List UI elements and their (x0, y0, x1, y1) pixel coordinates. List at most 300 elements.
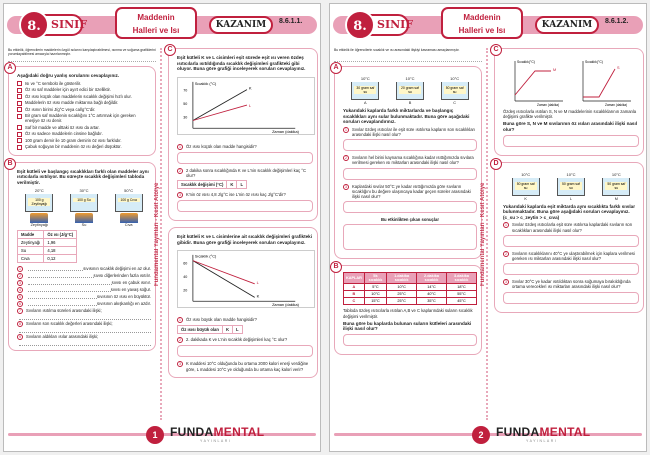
table-row (18, 247, 77, 255)
beaker-temperature: 20°C (34, 188, 44, 194)
fill-text: sıvısı en çabuk ısınır. (111, 280, 151, 286)
section-badge: C (164, 44, 176, 56)
brand-subtitle: YAYINLARI (200, 439, 232, 443)
series-k-line (193, 89, 247, 120)
question-text: Kaplardaki sıvılar 50°C ye kadar ısıttığımızda göre sıvıların sıcaklığını bu değere ulaşıncaya kadar geçen süreler arasındaki ilişki nasıl olur? (352, 183, 471, 199)
grade-badge (353, 14, 414, 36)
beaker-vessel (512, 178, 540, 196)
y-tick: 20 (183, 288, 188, 293)
fill-text: sıvısı diğerlerinden fazla ısıtılır. (93, 273, 151, 279)
beaker-vessel (70, 194, 98, 212)
section-badge: B (330, 261, 342, 273)
right-column (494, 48, 644, 319)
true-false-item (17, 113, 151, 123)
number-marker: 2 (17, 273, 23, 279)
question-item (177, 192, 313, 198)
beaker (509, 172, 543, 201)
number-marker: 1 (17, 266, 23, 272)
section-question: Aşağıdaki doğru yanlış sorularını cevaplayınız. (17, 73, 120, 78)
table-header: 1.dakika sıcaklık (387, 273, 417, 284)
beaker-label: 50 gram saf su (515, 182, 537, 190)
heating-setup (17, 188, 151, 227)
beaker-temperature: 10°C (566, 171, 576, 177)
temperature-time-graph-2 (177, 250, 315, 308)
brand-part-1: FUNDA (170, 425, 214, 439)
kazanim-label: KAZANIM (535, 16, 599, 34)
fill-text: sıvısının sıcaklık değişimi en az olur. (83, 266, 151, 272)
answer-checkbox[interactable] (17, 81, 22, 86)
burner-icon (30, 213, 48, 223)
question-item (177, 317, 313, 323)
true-false-item (17, 81, 151, 87)
table-header: K (227, 181, 237, 189)
grade-word: SINIF (377, 18, 414, 31)
brand-logo (170, 425, 264, 439)
beaker-vessel (557, 178, 585, 196)
statement-text: Öz ısı saf maddeler için ayırt edici bir özelliktir. (25, 87, 111, 93)
number-marker: 3 (177, 192, 183, 198)
beaker (599, 172, 633, 201)
intro-text: Bu etkinlik, öğrencilerin maddelerin özgül ısılarını karşılaştırabilmesi, ısınma ve soğuma grafiklerini yorumlayabilmesi amacıyla hazırlanmıştır. (8, 48, 156, 62)
number-marker: 3 (177, 361, 183, 367)
grade-word: SINIF (51, 18, 88, 31)
table-row (18, 255, 77, 263)
beaker-label: 50 gram saf su (605, 182, 627, 190)
question-item (177, 361, 313, 371)
mini-table (177, 325, 243, 334)
y-axis-label: Sıcaklık (°C) (194, 255, 217, 260)
question-item (343, 155, 477, 165)
true-false-item (17, 100, 151, 106)
beaker-name: M (614, 196, 618, 201)
grade-number: 8. (345, 10, 375, 40)
table-cell: B (344, 291, 365, 298)
beaker-temperature: 10°C (450, 76, 460, 81)
fill-item (17, 273, 151, 279)
blank-line[interactable] (28, 301, 97, 306)
beaker (67, 188, 101, 227)
beaker-name: L (569, 196, 573, 201)
beaker-vessel (602, 178, 630, 196)
answer-checkbox[interactable] (17, 132, 22, 137)
table-header: Sıcaklık değişimi (°C) (178, 181, 227, 189)
table-header: Öz ısı (J/g°C) (44, 231, 77, 239)
compare-item (17, 321, 151, 327)
number-marker: 1 (177, 317, 183, 323)
section-question: Yukarıdaki kaplarda eşit miktarda aynı sıcaklıkta farklı sıvılar bulunmaktadır. Buna göre aşağıdaki soruları cevaplayınız. (c_su > c_zeytin > c_cıva) (503, 203, 636, 220)
beaker-vessel (115, 194, 143, 212)
temperature-time-graph (177, 77, 315, 135)
answer-box[interactable] (343, 201, 477, 213)
table-cell: 4,18 (44, 247, 77, 255)
section-badge: C (490, 44, 502, 56)
question-item (343, 127, 477, 137)
series-l-line (193, 261, 255, 284)
true-false-item (17, 125, 151, 131)
statement-text: Öz ısının birimi J/g°C veya cal/g°C'dir. (25, 106, 96, 112)
blank-line[interactable] (19, 341, 151, 346)
section-a (8, 66, 156, 156)
beaker-name: Su (81, 223, 87, 228)
answer-box[interactable] (503, 235, 639, 247)
series-l-line (193, 105, 247, 120)
table-cell: 55°C (447, 291, 477, 298)
table-cell: A (344, 284, 365, 291)
blank-line[interactable] (28, 273, 94, 278)
answer-box[interactable] (503, 135, 639, 147)
specific-heat-table (17, 230, 77, 263)
watermark: Fundamental Yayınları - Kesit Atölye (154, 182, 160, 286)
question-text: 2 dakika sonra sıcaklığında K ve L'nin sıcaklık değişimleri kaç °C olur? (186, 167, 307, 178)
section-question: Eşit kütleli K ve L cisimlerine ait sıcaklık değişimleri grafikteki gibidir. Buna göre grafiği inceleyerek soruları cevaplayınız. (177, 234, 312, 245)
number-marker: 1 (343, 127, 349, 133)
graph-right (575, 57, 635, 107)
statement-text: Isı ve °C sembolü ile gösterilir. (25, 80, 82, 86)
section-question: Eşit kütleli ve başlangıç sıcaklıkları farklı olan maddeler aynı ısıtıcılarla ısıtılıyor. Bu süreçte sıcaklık değişimleri tabloda verilmiştir. (17, 168, 149, 185)
blank-line[interactable] (28, 266, 83, 271)
section-question: Yukarıdaki kaplarda farklı miktarlarda ve başlangıç sıcaklıkları aynı sular bulunmaktadır. Buna göre aşağıdaki soruları cevaplandırınız. (343, 108, 470, 125)
true-false-item (17, 107, 151, 113)
table-row (344, 298, 477, 305)
compare-item (17, 308, 151, 314)
section-question: Buna göre S, N ve M sıvılarının öz ısıları arasındaki ilişki nasıl olur? (503, 121, 638, 132)
beaker (112, 188, 146, 227)
table-cell: 25°C (387, 298, 417, 305)
answer-box[interactable] (177, 152, 313, 164)
question-item (343, 184, 477, 200)
beaker-row (343, 76, 477, 105)
question-text: K maddesi 10°C olduğunda bu ortama 2000 kalori enerji verdiğine göre, L maddesi 10°C ye olduğunda bu ortama kaç kalori verir? (186, 361, 309, 372)
beaker-name: B (408, 101, 412, 105)
question-text: Sıvılar özdeş ısıtıcılarla eşit süre ısıtılırsa kaplardaki sıvıların son sıcaklıkları arasındaki ilişki nasıl olur? (512, 222, 633, 233)
section-d (493, 159, 644, 313)
number-marker: 3 (17, 280, 23, 286)
answer-box[interactable] (177, 200, 313, 212)
beaker-temperature: 10°C (521, 171, 531, 177)
results-title: Bu etkinlikten çıkan sonuçlar (381, 217, 439, 223)
beaker-label: 30 gram saf su (354, 86, 376, 94)
beaker-row (503, 172, 639, 201)
fill-text: sıvısının öz ısısı en büyüktür. (97, 294, 151, 300)
table-cell: 14°C (417, 284, 447, 291)
answer-checkbox[interactable] (17, 125, 22, 130)
beaker-temperature: 30°C (79, 188, 89, 194)
worksheet-page-1 (3, 3, 321, 452)
topic-line-1: Maddenin (463, 13, 501, 22)
table-cell: Zeytinyağı (18, 239, 44, 247)
series-label: M (553, 68, 557, 72)
blank-line[interactable] (28, 280, 112, 285)
question-item (177, 337, 313, 343)
answer-box[interactable] (503, 292, 639, 304)
blank-line[interactable] (28, 287, 111, 292)
temperature-table (343, 272, 477, 305)
table-header: KAPLAR (344, 273, 365, 284)
table-cell: 0,12 (44, 255, 77, 263)
section-text: Özdeş ısıtıcılarla ısıtılan S, N ve M maddelerinin sıcaklıklarının zamanla değişimi grafikte verilmiştir. (503, 109, 637, 120)
compare-text: Sıvıların ısıtılma süreleri arasındaki ilişki; (26, 308, 102, 314)
page-header (7, 6, 317, 40)
page-footer (4, 425, 320, 449)
question-text: Öz ısısı büyük olan madde hangisidir? (186, 317, 257, 323)
section-c (168, 48, 318, 221)
y-axis-label: Sıcaklık (°C) (194, 81, 217, 86)
answer-box[interactable] (177, 345, 313, 357)
true-false-item (17, 144, 151, 150)
table-cell: 15°C (364, 298, 386, 305)
section-badge: A (4, 62, 16, 74)
left-column (8, 48, 156, 357)
number-marker: 1 (177, 144, 183, 150)
number-marker: 7 (17, 308, 23, 314)
y-tick: 30 (183, 115, 188, 120)
page-header (333, 6, 643, 40)
statement-text: Saf bir madde ve alttaki öz ısısı da artar. (25, 124, 100, 130)
number-marker: 2 (177, 168, 183, 174)
question-text: 2. dakikada K ve L'nin sıcaklık değişimleri kaç °C olur? (186, 337, 288, 343)
question-text: K'nin öz ısısı 4,8 J/g°C ise L'nin öz ısısı kaç J/g°C'dir? (186, 192, 286, 198)
table-header: L (232, 326, 242, 334)
question-item (177, 144, 313, 150)
beaker-label: 50 gram saf su (560, 182, 582, 190)
compare-text: Sıvıların aldıkları ısılar arasındaki ilişki; (26, 334, 99, 340)
page-footer (330, 425, 646, 449)
answer-checkbox[interactable] (17, 107, 22, 112)
beaker-label: 50 gram saf su (444, 86, 466, 94)
series-label: K (256, 293, 260, 299)
table-cell: 10°C (387, 284, 417, 291)
y-tick: 50 (183, 101, 188, 106)
section-b (334, 265, 482, 355)
series-label: L (256, 280, 259, 286)
y-tick: 40 (183, 275, 188, 280)
series-label: S (617, 66, 620, 70)
table-cell: 40°C (417, 291, 447, 298)
beaker-temperature: 10°C (405, 76, 415, 81)
question-item (177, 168, 313, 178)
answer-checkbox[interactable] (17, 138, 22, 143)
series-k-line (193, 261, 255, 298)
right-column (168, 48, 318, 384)
section-badge: D (490, 158, 502, 170)
answer-checkbox[interactable] (17, 101, 22, 106)
number-marker: 3 (503, 279, 509, 285)
answer-box[interactable] (343, 168, 477, 180)
question-text: Sıvılar 30°C ye kadar ısıtıldıktan sonra soğumaya bırakıldığında ortama verecekleri ısı miktarları arasındaki ilişki nasıl olur? (512, 279, 631, 290)
number-marker: 2 (503, 251, 509, 257)
number-marker: 8 (17, 321, 23, 327)
table-cell: 45°C (447, 298, 477, 305)
kazanim-code: 8.6.1.1. (279, 18, 303, 25)
table-cell: C (344, 298, 365, 305)
mini-table (177, 180, 247, 189)
compare-text: Sıvıların son sıcaklık değerleri arasındaki ilişki; (26, 321, 113, 327)
blank-line[interactable] (19, 328, 151, 333)
brand-part-1: FUNDA (496, 425, 540, 439)
true-false-item (17, 94, 151, 100)
table-header: K (222, 326, 232, 334)
true-false-item (17, 138, 151, 144)
intro-text: Bu etkinlik ile öğrencilerin sıcaklık ve ısı arasındaki ilişkiyi kavraması amaçlanmıştır. (334, 48, 482, 62)
results-box[interactable] (343, 224, 477, 250)
number-marker: 3 (343, 184, 349, 190)
y-tick: 70 (183, 88, 188, 93)
answer-checkbox[interactable] (17, 88, 22, 93)
section-c2 (168, 227, 318, 378)
statement-text: Çabuk soğuyan bir maddenin öz ısı değeri düşüktür. (25, 144, 122, 149)
answer-checkbox[interactable] (17, 114, 22, 119)
table-header: 3.dakika sıcaklık (447, 273, 477, 284)
beaker-name: A (364, 101, 367, 105)
question-item (503, 222, 639, 232)
graph-pair (503, 57, 639, 107)
x-axis-label: Zaman (dakika) (605, 103, 628, 107)
question-item (503, 279, 639, 289)
series-s-line (583, 69, 615, 97)
fill-item (17, 287, 151, 293)
beaker (438, 76, 472, 105)
beaker-vessel (396, 82, 424, 100)
answer-box[interactable] (343, 334, 477, 346)
beaker-temperature: 10°C (611, 171, 621, 177)
question-item (503, 251, 639, 261)
beaker (22, 188, 56, 227)
number-marker: 2 (177, 337, 183, 343)
topic-line-2: Halleri ve Isı (458, 26, 506, 35)
table-header: Öz ısısı büyük olan (178, 326, 223, 334)
table-row (344, 284, 477, 291)
table-cell: 10°C (364, 291, 386, 298)
answer-checkbox[interactable] (17, 145, 22, 150)
answer-checkbox[interactable] (17, 94, 22, 99)
topic-line-1: Maddenin (137, 13, 175, 22)
table-cell: 35°C (417, 298, 447, 305)
worksheet-page-2 (329, 3, 647, 452)
burner-icon (75, 213, 93, 223)
fill-item (17, 280, 151, 286)
topic-title (441, 7, 523, 39)
series-m-line (515, 71, 551, 95)
statement-text: Maddelerin öz ısısı madde miktarına bağlı değildir. (25, 100, 119, 106)
x-axis-label: Zaman (dakika) (537, 103, 560, 107)
table-header: Madde (18, 231, 44, 239)
table-header: İlk sıcaklık (364, 273, 386, 284)
beaker-name: C (453, 101, 457, 105)
left-column (334, 48, 482, 361)
brand-subtitle: YAYINLARI (526, 439, 558, 443)
statement-text: Öz ısısı küçük olan maddelerin sıcaklık değişimi hızlı olur. (25, 93, 132, 99)
beaker-vessel (351, 82, 379, 100)
beaker-label: 100 g Su (73, 198, 95, 202)
beaker (348, 76, 382, 105)
blank-line[interactable] (19, 315, 151, 320)
brand-logo (496, 425, 590, 439)
beaker-name: Zeytinyağı (30, 223, 49, 228)
y-axis-label: Sıcaklık(°C) (585, 60, 603, 64)
answer-box[interactable] (503, 263, 639, 275)
section-badge: A (330, 62, 342, 74)
fill-item (17, 294, 151, 300)
beaker (554, 172, 588, 201)
compare-item (17, 334, 151, 340)
table-header: L (237, 181, 247, 189)
fill-item (17, 301, 151, 307)
question-text: Öz ısısı küçük olan madde hangisidir? (186, 143, 257, 149)
section-text: Tabloda özdeş ısıtıcılarla ısıtılan A,B ve C kaplarındaki suların sıcaklık değişimi verilmiştir. (343, 308, 473, 319)
grade-number: 8. (19, 10, 49, 40)
brand-part-2: MENTAL (213, 425, 265, 439)
number-marker: 4 (17, 287, 23, 293)
question-text: Sıvıların sıcaklıklarını 40°C ye ulaştırabilmek için kaplara verilmesi gereken ısı miktarları arasındaki ilişki nasıl olur? (512, 250, 635, 261)
watermark: Fundamental Yayınları - Kesit Atölye (480, 182, 486, 286)
question-text: Sıvılar özdeş ısıtıcılar ile eşit süre ısıtılırsa kapların son sıcaklıkları arasındaki ilişki nasıl olur? (352, 126, 476, 137)
section-a (334, 66, 482, 259)
answer-box[interactable] (343, 139, 477, 151)
topic-line-2: Halleri ve Isı (132, 26, 180, 35)
section-b (7, 159, 156, 352)
section-badge: B (4, 158, 16, 170)
section-question: Buna göre bu kaplarda bulunan suların kütleleri arasındaki ilişki nasıl olur? (343, 320, 472, 332)
number-marker: 9 (17, 334, 23, 340)
beaker (393, 76, 427, 105)
x-axis-label: Zaman (dakika) (272, 303, 299, 308)
kazanim-code: 8.6.1.2. (605, 18, 629, 25)
table-cell: Cıva (18, 255, 44, 263)
page-number: 2 (472, 426, 490, 444)
beaker-label: 100 g Cıva (118, 198, 140, 202)
burner-icon (120, 213, 138, 223)
section-question: Eşit kütleli K ve L cisimleri eşit sürede eşit ısı veren özdeş ısıtıcılarla ısıtıldığında sıcaklık değişimleri grafikteki gibi oluyor. Buna göre grafiği inceleyerek soruları cevaplayınız. (177, 55, 306, 72)
table-cell: 18°C (447, 284, 477, 291)
y-tick: 60 (183, 261, 188, 266)
question-text: Sıvıların hel birini kaynama sıcaklığına kadar ısıttığımızda sıvılara verilmesi gereken ısı miktarları arasındaki ilişki nasıl olur? (352, 155, 474, 166)
series-label: K (248, 85, 252, 91)
table-header: 2.dakika sıcaklık (417, 273, 447, 284)
true-false-item (17, 87, 151, 93)
statement-text: Öz ısı sadece maddelerin cinsine bağlıdır. (25, 131, 103, 136)
topic-title (115, 7, 197, 39)
number-marker: 2 (343, 155, 349, 161)
brand-part-2: MENTAL (539, 425, 591, 439)
x-axis-label: Zaman (dakika) (272, 129, 299, 134)
beaker-vessel (441, 82, 469, 100)
table-row (344, 291, 477, 298)
page-number: 1 (146, 426, 164, 444)
statement-text: 100 gram demir ile 10 gram demirin öz ısısı farklıdır. (25, 137, 122, 143)
statement-text: Bir gram saf maddenin sıcaklığını 1°C artırmak için gereken enerjiye öz ısı denir. (25, 113, 136, 124)
number-marker: 5 (17, 294, 23, 300)
fill-text: sıvısının akışkanlığı en azdır. (97, 301, 151, 307)
section-c (494, 48, 644, 156)
true-false-item (17, 131, 151, 137)
beaker-label: 100 g Zeytinyağı (28, 198, 50, 206)
graph-left (507, 57, 567, 107)
beaker-label: 20 gram saf su (399, 86, 421, 94)
series-label: L (248, 102, 252, 108)
kazanim-label: KAZANIM (209, 16, 273, 34)
table-cell: 5°C (364, 284, 386, 291)
number-marker: 1 (503, 222, 509, 228)
table-cell: Su (18, 247, 44, 255)
grade-badge (27, 14, 88, 36)
number-marker: 6 (17, 301, 23, 307)
blank-line[interactable] (28, 294, 97, 299)
table-row (18, 239, 77, 247)
fill-text: sıvısı en yavaş soğur. (110, 287, 151, 293)
beaker-name: Cıva (124, 223, 133, 228)
beaker-name: K (524, 196, 527, 201)
beaker-temperature: 10°C (360, 76, 370, 81)
